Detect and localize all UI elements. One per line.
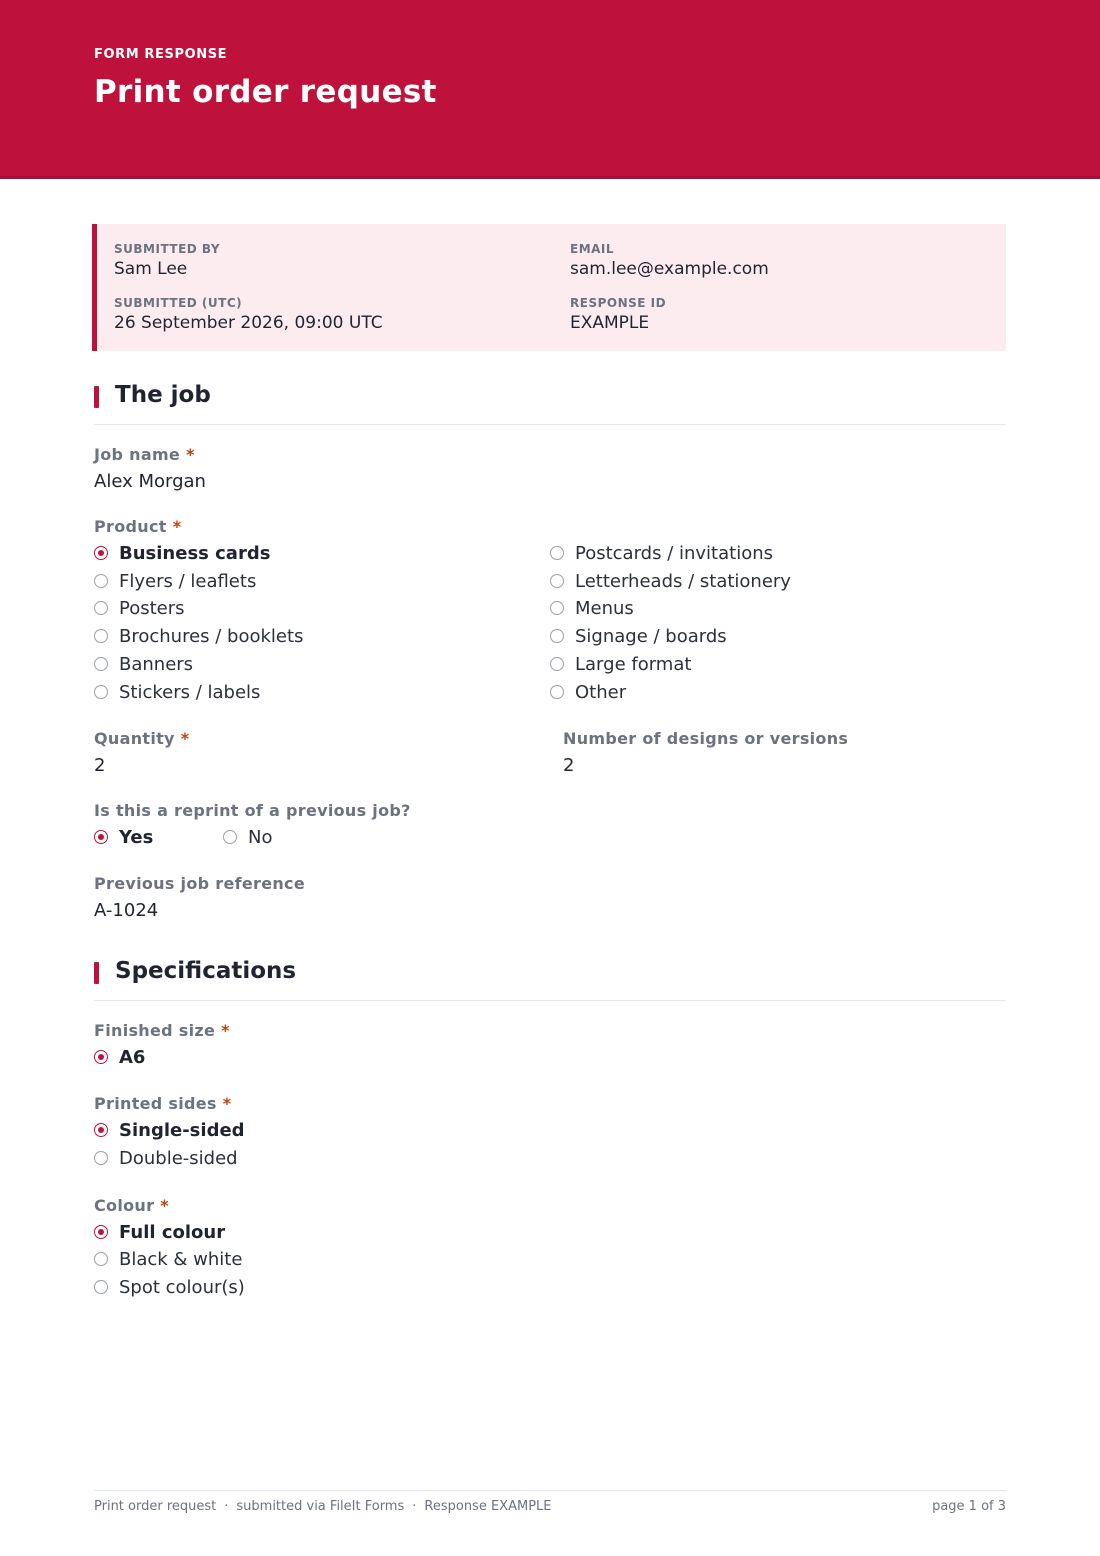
- product-option-large-format[interactable]: Large format: [550, 652, 691, 676]
- reprint-option-yes[interactable]: Yes: [94, 825, 153, 849]
- section-accent-bar: [94, 962, 99, 984]
- designs-label: Number of designs or versions: [563, 729, 849, 748]
- product-option-posters[interactable]: Posters: [94, 596, 185, 620]
- product-option-other[interactable]: Other: [550, 680, 626, 704]
- job-name-label: Job name *: [94, 445, 195, 464]
- product-option-banners[interactable]: Banners: [94, 652, 193, 676]
- response-id: [570, 296, 666, 334]
- radio-unchecked-icon: [94, 685, 108, 699]
- submitted-by: [114, 242, 220, 280]
- radio-checked-icon: [94, 546, 108, 560]
- required-marker: *: [186, 445, 195, 464]
- product-option-menus[interactable]: Menus: [550, 596, 634, 620]
- radio-checked-icon: [94, 1050, 108, 1064]
- required-marker: *: [160, 1196, 169, 1215]
- radio-unchecked-icon: [94, 1280, 108, 1294]
- quantity-label: Quantity *: [94, 729, 190, 748]
- printed-sides-option-double[interactable]: Double-sided: [94, 1146, 238, 1170]
- response-id-label: RESPONSE ID: [570, 296, 667, 310]
- radio-unchecked-icon: [550, 657, 564, 671]
- radio-checked-icon: [94, 830, 108, 844]
- quantity-value: 2: [94, 755, 106, 776]
- email-value: sam.lee@example.com: [570, 259, 769, 279]
- product-option-business-cards[interactable]: Business cards: [94, 541, 270, 565]
- radio-unchecked-icon: [550, 685, 564, 699]
- colour-option-spot[interactable]: Spot colour(s): [94, 1275, 245, 1299]
- prev-ref-label: Previous job reference: [94, 874, 305, 893]
- finished-size-label: Finished size *: [94, 1021, 230, 1040]
- printed-sides-option-single[interactable]: Single-sided: [94, 1118, 245, 1142]
- email-label: EMAIL: [570, 242, 615, 256]
- footer-form-name: Print order request: [94, 1499, 217, 1514]
- radio-unchecked-icon: [94, 629, 108, 643]
- footer-divider: [94, 1490, 1006, 1491]
- radio-unchecked-icon: [550, 574, 564, 588]
- section-specifications: [94, 960, 1006, 1001]
- product-option-stickers[interactable]: Stickers / labels: [94, 680, 260, 704]
- reprint-label: Is this a reprint of a previous job?: [94, 801, 411, 820]
- section-title: Specifications: [115, 958, 297, 984]
- footer-separator: ·: [224, 1499, 229, 1514]
- email: [570, 242, 769, 280]
- radio-unchecked-icon: [94, 1151, 108, 1165]
- radio-unchecked-icon: [550, 601, 564, 615]
- section-the-job: [94, 384, 1006, 425]
- section-accent-bar: [94, 386, 99, 408]
- product-label: Product *: [94, 517, 182, 536]
- submitted-utc-value: 26 September 2026, 09:00 UTC: [114, 313, 383, 333]
- submitted-utc: [114, 296, 383, 334]
- job-name-value: Alex Morgan: [94, 471, 206, 492]
- page-title: Print order request: [94, 74, 437, 110]
- colour-option-full[interactable]: Full colour: [94, 1220, 225, 1244]
- finished-size-option-a6[interactable]: A6: [94, 1045, 145, 1069]
- colour-label: Colour *: [94, 1196, 169, 1215]
- designs-value: 2: [563, 755, 575, 776]
- radio-checked-icon: [94, 1123, 108, 1137]
- submission-meta: [92, 224, 1006, 351]
- product-option-signage[interactable]: Signage / boards: [550, 624, 727, 648]
- radio-unchecked-icon: [223, 830, 237, 844]
- required-marker: *: [172, 517, 182, 536]
- colour-option-bw[interactable]: Black & white: [94, 1247, 242, 1271]
- radio-unchecked-icon: [94, 601, 108, 615]
- radio-unchecked-icon: [94, 574, 108, 588]
- radio-checked-icon: [94, 1225, 108, 1239]
- footer-separator: ·: [412, 1499, 417, 1514]
- product-option-letterheads[interactable]: Letterheads / stationery: [550, 569, 791, 593]
- product-option-postcards[interactable]: Postcards / invitations: [550, 541, 773, 565]
- response-id-value: EXAMPLE: [570, 313, 650, 333]
- product-option-flyers[interactable]: Flyers / leaflets: [94, 569, 256, 593]
- footer-page-number: page 1 of 3: [932, 1499, 1006, 1514]
- footer-response: Response EXAMPLE: [424, 1499, 552, 1514]
- required-marker: *: [222, 1094, 232, 1113]
- footer-via: submitted via FileIt Forms: [236, 1499, 405, 1514]
- submitted-by-label: SUBMITTED BY: [114, 242, 221, 256]
- prev-ref-value: A-1024: [94, 900, 159, 921]
- radio-unchecked-icon: [94, 1252, 108, 1266]
- printed-sides-label: Printed sides *: [94, 1094, 232, 1113]
- reprint-option-no[interactable]: No: [223, 825, 272, 849]
- radio-unchecked-icon: [94, 657, 108, 671]
- submitted-utc-label: SUBMITTED (UTC): [114, 296, 243, 310]
- product-option-brochures[interactable]: Brochures / booklets: [94, 624, 303, 648]
- required-marker: *: [180, 729, 190, 748]
- section-title: The job: [115, 382, 211, 408]
- required-marker: *: [221, 1021, 230, 1040]
- footer-info: [94, 1499, 551, 1514]
- submitted-by-value: Sam Lee: [114, 259, 188, 279]
- radio-unchecked-icon: [550, 546, 564, 560]
- radio-unchecked-icon: [550, 629, 564, 643]
- form-response-eyebrow: FORM RESPONSE: [94, 47, 228, 62]
- page-header: [0, 0, 1100, 179]
